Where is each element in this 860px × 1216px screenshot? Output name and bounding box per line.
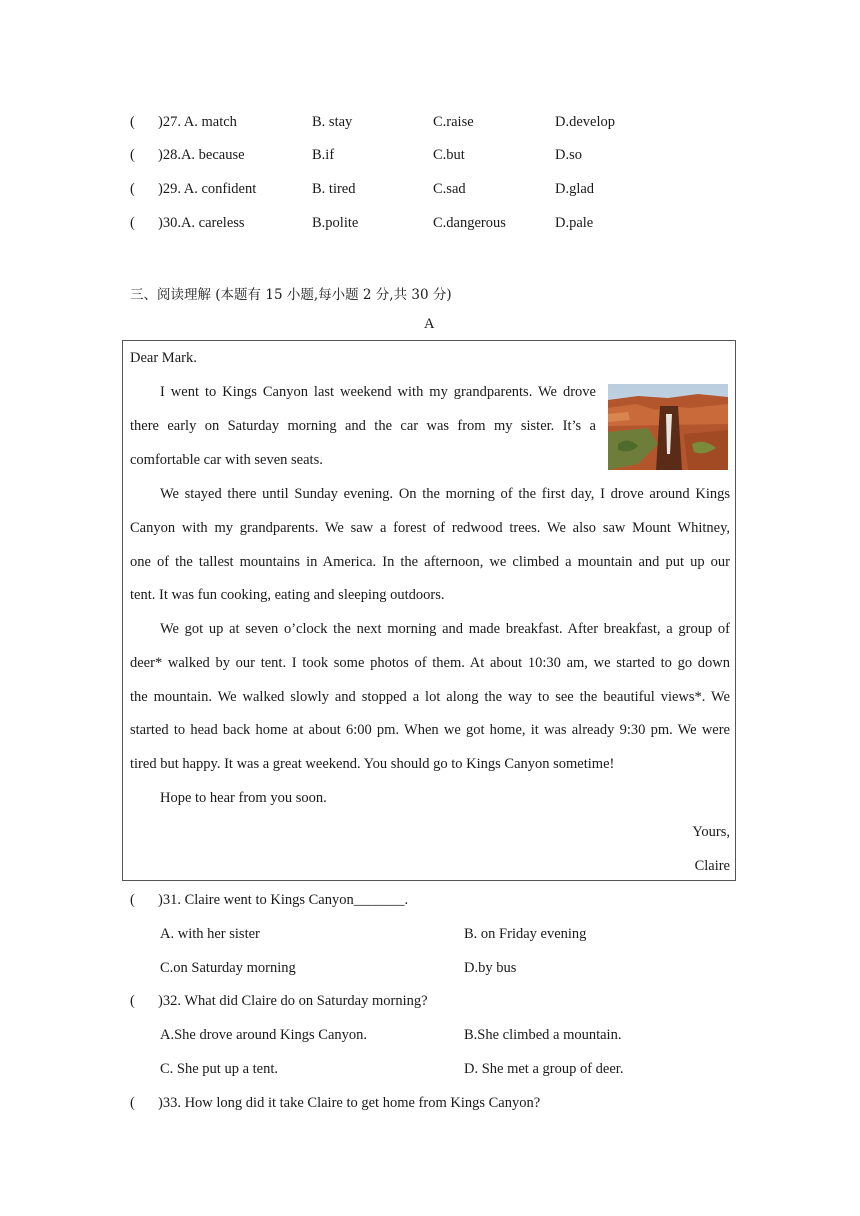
letter-signature: Claire (694, 858, 730, 874)
option-a: A. with her sister (160, 926, 260, 942)
letter-line: deer* walked by our tent. I took some photos of them. At about 10:30 am, we started to go down (130, 655, 730, 671)
letter-greeting: Dear Mark. (130, 350, 197, 366)
answer-paren: ( (130, 147, 135, 163)
option-d: D.pale (555, 215, 594, 231)
option-c: C.but (433, 147, 465, 163)
letter-line: tent. It was fun cooking, eating and sleeping outdoors. (130, 587, 445, 603)
letter-line: the mountain. We walked slowly and stopped a lot along the way to see the beautiful views*. We (130, 689, 730, 705)
question-stem: )27. A. match (158, 114, 237, 130)
letter-line: We got up at seven o’clock the next morning and made breakfast. After breakfast, a group of (160, 621, 730, 637)
option-c: C.sad (433, 181, 466, 197)
answer-paren: ( (130, 993, 135, 1009)
option-a: A.She drove around Kings Canyon. (160, 1027, 368, 1043)
letter-closing-line: Hope to hear from you soon. (160, 790, 327, 806)
section-heading: 三、阅读理解 (本题有 15 小题,每小题 2 分,共 30 分) (130, 287, 452, 303)
option-d: D.glad (555, 181, 595, 197)
option-b: B. tired (312, 181, 356, 197)
answer-paren: ( (130, 892, 135, 908)
letter-line: Canyon with my grandparents. We saw a forest of redwood trees. We also saw Mount Whitney, (130, 520, 730, 536)
option-b: B. stay (312, 114, 353, 130)
letter-sign-off: Yours, (692, 824, 730, 840)
letter-line: started to head back home at about 6:00 pm. When we got home, it was already 9:30 pm. We were (130, 722, 730, 738)
passage-label: A (424, 316, 435, 332)
option-d: D. She met a group of deer. (464, 1061, 624, 1077)
option-c: C.raise (433, 114, 474, 130)
answer-paren: ( (130, 181, 135, 197)
option-c: C.on Saturday morning (160, 960, 296, 976)
option-b: B.if (312, 147, 335, 163)
option-c: C. She put up a tent. (160, 1061, 279, 1077)
letter-line: tired but happy. It was a great weekend. You should go to Kings Canyon sometime! (130, 756, 615, 772)
option-d: D.so (555, 147, 582, 163)
letter-line: one of the tallest mountains in America. In the afternoon, we climbed a mountain and put up our (130, 554, 730, 570)
answer-paren: ( (130, 114, 135, 130)
answer-paren: ( (130, 1095, 135, 1111)
option-b: B. on Friday evening (464, 926, 587, 942)
question-stem: )29. A. confident (158, 181, 257, 197)
question-stem: )30.A. careless (158, 215, 245, 231)
option-b: B.She climbed a mountain. (464, 1027, 622, 1043)
option-c: C.dangerous (433, 215, 506, 231)
question-stem: )31. Claire went to Kings Canyon_______. (158, 892, 409, 908)
option-d: D.by bus (464, 960, 517, 976)
option-b: B.polite (312, 215, 359, 231)
letter-line: We stayed there until Sunday evening. On the morning of the first day, I drove around Kings (160, 486, 730, 502)
question-stem: )33. How long did it take Claire to get home from Kings Canyon? (158, 1095, 541, 1111)
canyon-photo (608, 384, 728, 470)
option-d: D.develop (555, 114, 615, 130)
letter-line: I went to Kings Canyon last weekend with my grandparents. We drove (160, 384, 596, 400)
question-stem: )32. What did Claire do on Saturday morning? (158, 993, 428, 1009)
answer-paren: ( (130, 215, 135, 231)
letter-line: there early on Saturday morning and the car was from my sister. It’s a (130, 418, 596, 434)
letter-line: comfortable car with seven seats. (130, 452, 323, 468)
question-stem: )28.A. because (158, 147, 245, 163)
